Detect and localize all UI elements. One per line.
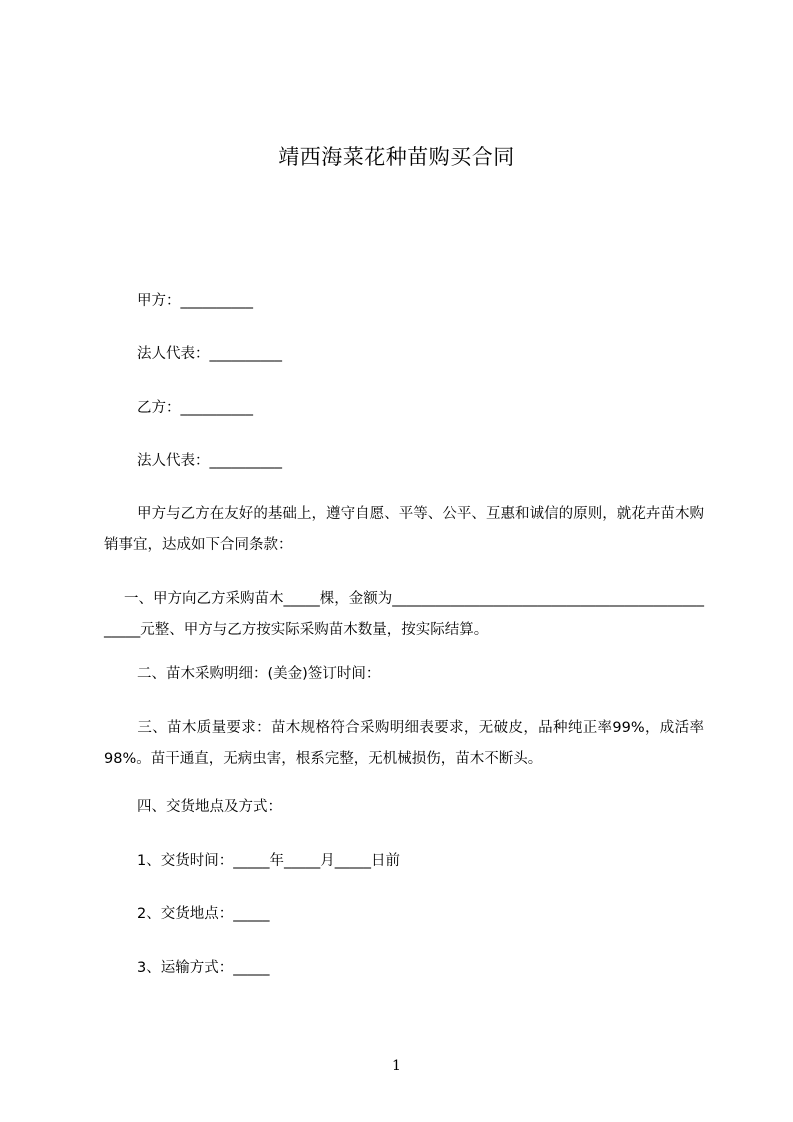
- clause-2-line: 二、苗木采购明细：(美金)签订时间：: [137, 666, 381, 682]
- party-b-representative-line: 法人代表：__________: [137, 453, 282, 469]
- delivery-place-line: 2、交货地点：_____: [137, 906, 270, 922]
- clause-1-paragraph: [104, 584, 704, 646]
- transport-method-line: 3、运输方式：_____: [137, 960, 270, 976]
- party-a-representative-line: 法人代表：__________: [137, 346, 282, 362]
- page-number: 1: [392, 1058, 401, 1074]
- party-b-line: 乙方：__________: [137, 400, 253, 416]
- intro-text: 甲方与乙方在友好的基础上，遵守自愿、平等、公平、互惠和诚信的原则，就花卉苗木购销事宜，达成如下合同条款：: [104, 506, 704, 553]
- delivery-time-line: 1、交货时间：_____年_____月_____日前: [137, 853, 400, 869]
- party-a-line: 甲方：__________: [137, 293, 253, 309]
- intro-paragraph: [104, 499, 704, 561]
- clause-3-text: 三、苗木质量要求：苗木规格符合采购明细表要求，无破皮，品种纯正率99%，成活率98%。苗干通直，无病虫害，根系完整，无机械损伤，苗木不断头。: [104, 720, 704, 767]
- clause-3-paragraph: [104, 713, 704, 775]
- clause-1-text: 一、甲方向乙方采购苗木_____棵，金额为________________________________________________元整、甲方与乙方按实际采购苗木数量，按实际结算。: [104, 591, 704, 638]
- clause-4-line: 四、交货地点及方式：: [137, 799, 282, 815]
- document-title: 靖西海菜花种苗购买合同: [278, 145, 515, 169]
